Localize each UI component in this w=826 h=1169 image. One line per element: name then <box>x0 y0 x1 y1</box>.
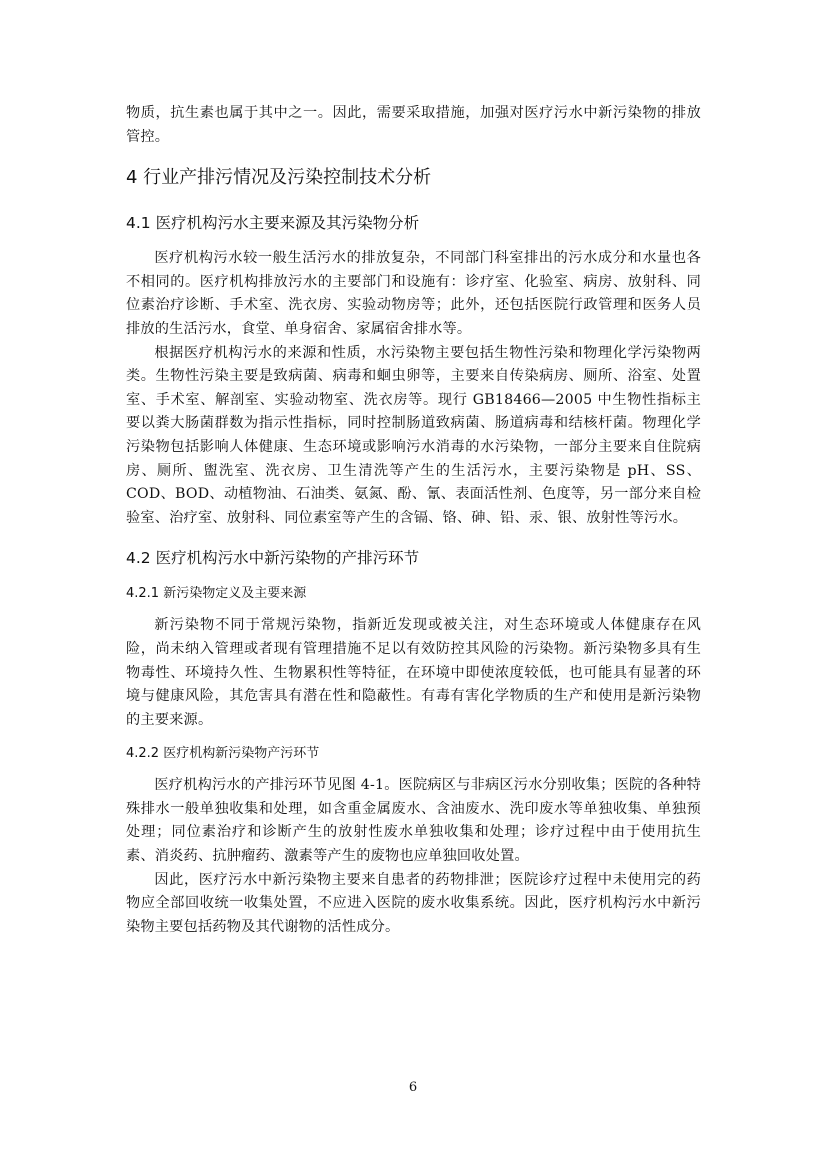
page-number: 6 <box>408 1080 418 1095</box>
section-4-2-2-paragraph-1: 医疗机构污水的产排污环节见图 4-1。医院病区与非病区污水分别收集；医院的各种特殊排水一般单独收集和处理，如含重金属废水、含油废水、洗印废水等单独收集、单独预处理；同位素治疗和诊断产生的放射性废水单独收集和处理；诊疗过程中由于使用抗生素、消炎药、抗肿瘤药、激素等产生的废物也应单独回收处置。 <box>126 777 701 865</box>
section-4-2-1-heading: 4.2.1 新污染物定义及主要来源 <box>126 586 307 602</box>
section-4-2-1-paragraph: 新污染物不同于常规污染物，指新近发现或被关注，对生态环境或人体健康存在风险，尚未纳入管理或者现有管理措施不足以有效防控其风险的污染物。新污染物多具有生物毒性、环境持久性、生物累积性等特征，在环境中即使浓度较低，也可能具有显著的环境与健康风险，其危害具有潜在性和隐蔽性。有毒有害化学物质的生产和使用是新污染物的主要来源。 <box>126 617 701 728</box>
section-4-1-paragraph-2: 根据医疗机构污水的来源和性质，水污染物主要包括生物性污染和物理化学污染物两类。生物性污染主要是致病菌、病毒和蛔虫卵等，主要来自传染病房、厕所、浴室、处置室、手术室、解剖室、实验动物室、洗衣房等。现行 GB18466—2005 中生物性指标主要以粪大肠菌群数为指示性指标，同时控制肠道致病菌、肠道病毒和结核杆菌。物理化学污染物包括影响人体健康、生态环境或影响污水消毒的水污染物，一部分主要来自住院病房、厕所、盥洗室、洗衣房、卫生清洗等产生的生活污水，主要污染物是 pH、SS、COD、BOD、动植物油、石油类、氨氮、酚、氰、表面活性剂、色度等，另一部分来自检验室、治疗室、放射科、同位素室等产生的含镉、铬、砷、铅、汞、银、放射性等污水。 <box>126 344 701 526</box>
section-4-2-2-paragraph-2: 因此，医疗污水中新污染物主要来自患者的药物排泄；医院诊疗过程中未使用完的药物应全部回收统一收集处置，不应进入医院的废水收集系统。因此，医疗机构污水中新污染物主要包括药物及其代谢物的活性成分。 <box>126 871 701 935</box>
page-content <box>126 102 701 939</box>
intro-paragraph: 物质，抗生素也属于其中之一。因此，需要采取措施，加强对医疗污水中新污染物的排放管控。 <box>126 105 701 145</box>
section-4-1-paragraph-1: 医疗机构污水较一般生活污水的排放复杂，不同部门科室排出的污水成分和水量也各不相同的。医疗机构排放污水的主要部门和设施有：诊疗室、化验室、病房、放射科、同位素治疗诊断、手术室、洗衣房、实验动物房等；此外，还包括医院行政管理和医务人员排放的生活污水，食堂、单身宿舍、家属宿舍排水等。 <box>126 250 701 337</box>
section-4-heading: 4 行业产排污情况及污染控制技术分析 <box>126 167 432 189</box>
section-4-2-2-heading: 4.2.2 医疗机构新污染物产污环节 <box>126 746 320 762</box>
section-4-1-heading: 4.1 医疗机构污水主要来源及其污染物分析 <box>126 214 420 233</box>
section-4-2-heading: 4.2 医疗机构污水中新污染物的产排污环节 <box>126 549 420 568</box>
